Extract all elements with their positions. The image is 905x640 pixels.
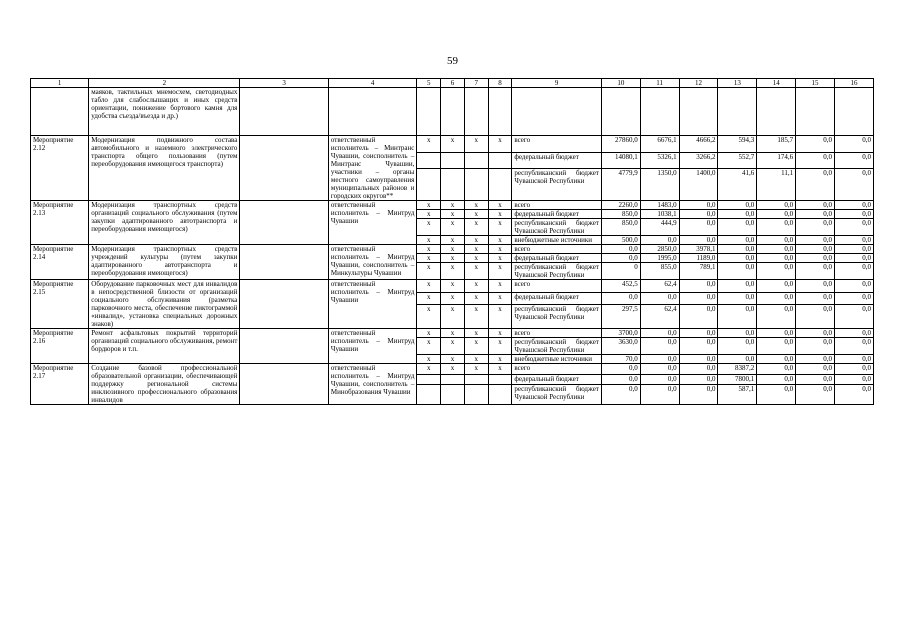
amount-cell: 0,0	[679, 329, 718, 338]
amount-cell: 0,0	[757, 374, 796, 385]
empty-cell	[240, 329, 329, 364]
amount-cell: 0,0	[757, 329, 796, 338]
code-mark: x	[464, 136, 488, 153]
code-mark: x	[417, 305, 441, 329]
amount-cell: 41,6	[718, 169, 757, 201]
amount-cell: 0	[601, 263, 640, 280]
code-mark: x	[441, 329, 465, 338]
amount-cell: 0,0	[834, 374, 873, 385]
amount-cell: 3978,1	[679, 245, 718, 254]
amount-cell: 0,0	[834, 364, 873, 375]
funding-row	[31, 201, 874, 210]
amount-cell: 0,0	[601, 254, 640, 263]
code-mark: x	[488, 364, 512, 375]
code-mark: x	[464, 338, 488, 355]
amount-cell: 0,0	[757, 292, 796, 305]
code-mark	[417, 152, 441, 169]
funding-source: всего	[512, 201, 602, 210]
funding-source: всего	[512, 364, 602, 375]
amount-cell: 27860,0	[601, 136, 640, 153]
code-mark: x	[488, 280, 512, 293]
measure-code: Мероприятие 2.17	[31, 364, 89, 405]
measure-executor: ответственный исполнитель – Минтруд Чувашии, соисполнитель – Минобразования Чувашии	[328, 364, 417, 405]
code-mark: x	[464, 254, 488, 263]
amount-cell: 0,0	[718, 210, 757, 219]
funding-source: федеральный бюджет	[512, 254, 602, 263]
amount-cell: 1350,0	[640, 169, 679, 201]
amount-cell: 62,4	[640, 305, 679, 329]
funding-row	[31, 364, 874, 375]
code-mark: x	[488, 236, 512, 245]
measure-name: Модернизация подвижного состава автомобильного и наземного электрического транспорта общего пользования (путем переоборудования имеющегося транспорта)	[89, 136, 240, 201]
amount-cell: 0,0	[679, 338, 718, 355]
code-mark: x	[441, 136, 465, 153]
code-mark	[417, 385, 441, 405]
amount-cell: 0,0	[834, 136, 873, 153]
amount-cell: 0,0	[640, 374, 679, 385]
empty-cell	[601, 88, 640, 136]
empty-cell	[640, 88, 679, 136]
amount-cell: 0,0	[796, 245, 835, 254]
empty-cell	[488, 88, 512, 136]
amount-cell: 0,0	[718, 245, 757, 254]
amount-cell: 1038,1	[640, 210, 679, 219]
amount-cell: 297,5	[601, 305, 640, 329]
amount-cell: 0,0	[834, 201, 873, 210]
page-number: 59	[447, 55, 458, 67]
empty-cell	[240, 201, 329, 245]
code-mark	[488, 385, 512, 405]
funding-row	[31, 245, 874, 254]
amount-cell: 0,0	[757, 263, 796, 280]
amount-cell: 0,0	[718, 338, 757, 355]
amount-cell: 4779,9	[601, 169, 640, 201]
code-mark: x	[464, 210, 488, 219]
amount-cell: 14080,1	[601, 152, 640, 169]
amount-cell: 0,0	[718, 329, 757, 338]
code-mark: x	[488, 355, 512, 364]
amount-cell: 0,0	[718, 305, 757, 329]
amount-cell: 0,0	[834, 305, 873, 329]
amount-cell: 0,0	[796, 305, 835, 329]
funding-source: федеральный бюджет	[512, 210, 602, 219]
code-mark: x	[488, 201, 512, 210]
amount-cell: 0,0	[834, 280, 873, 293]
code-mark: x	[441, 364, 465, 375]
code-mark: x	[464, 364, 488, 375]
funding-row	[31, 280, 874, 293]
funding-source: всего	[512, 136, 602, 153]
measure-executor: ответственный исполнитель – Минтруд Чувашии, соисполнитель – Минкультуры Чувашии	[328, 245, 417, 280]
code-mark	[441, 169, 465, 201]
code-mark	[417, 169, 441, 201]
amount-cell: 0,0	[640, 338, 679, 355]
amount-cell: 0,0	[757, 385, 796, 405]
code-mark: x	[417, 364, 441, 375]
funding-source: республиканский бюджет Чувашской Республики	[512, 219, 602, 236]
code-mark: x	[417, 280, 441, 293]
empty-cell	[240, 280, 329, 329]
budget-table	[30, 78, 874, 405]
amount-cell: 0,0	[834, 355, 873, 364]
amount-cell: 2260,0	[601, 201, 640, 210]
code-mark: x	[488, 254, 512, 263]
code-mark	[488, 152, 512, 169]
amount-cell: 0,0	[640, 364, 679, 375]
amount-cell: 0,0	[640, 385, 679, 405]
amount-cell: 0,0	[718, 292, 757, 305]
amount-cell: 0,0	[757, 338, 796, 355]
amount-cell: 0,0	[796, 236, 835, 245]
measure-code: Мероприятие 2.14	[31, 245, 89, 280]
amount-cell: 850,0	[601, 210, 640, 219]
code-mark: x	[464, 245, 488, 254]
code-mark: x	[441, 263, 465, 280]
code-mark	[464, 169, 488, 201]
column-number: 5	[417, 79, 441, 88]
column-number-row	[31, 79, 874, 88]
amount-cell: 0,0	[679, 292, 718, 305]
code-mark	[417, 374, 441, 385]
amount-cell: 2850,0	[640, 245, 679, 254]
funding-source: внебюджетные источники	[512, 355, 602, 364]
code-mark: x	[417, 219, 441, 236]
measure-executor: ответственный исполнитель – Минтруд Чувашии	[328, 329, 417, 364]
column-number: 16	[834, 79, 873, 88]
amount-cell: 0,0	[757, 364, 796, 375]
column-number: 13	[718, 79, 757, 88]
measure-executor: ответственный исполнитель – Минтруд Чувашии	[328, 201, 417, 245]
measure-executor: ответственный исполнитель – Минтруд Чувашии	[328, 280, 417, 329]
amount-cell: 0,0	[796, 364, 835, 375]
amount-cell: 0,0	[757, 219, 796, 236]
empty-cell	[328, 88, 417, 136]
measure-name: Модернизация транспортных средств учреждений культуры (путем закупки адаптированного автотранспорта и переоборудования имеющегося)	[89, 245, 240, 280]
code-mark: x	[417, 245, 441, 254]
empty-cell	[240, 364, 329, 405]
amount-cell: 855,0	[640, 263, 679, 280]
code-mark: x	[441, 338, 465, 355]
column-number: 14	[757, 79, 796, 88]
code-mark: x	[464, 355, 488, 364]
code-mark: x	[488, 263, 512, 280]
amount-cell: 0,0	[796, 280, 835, 293]
amount-cell: 174,6	[757, 152, 796, 169]
continuation-text: маяков, тактильных мнемосхем, светодиодных табло для слабослышащих и иных средств ориентации, понижение бортового камня для удобства съезда/въезда и др.)	[89, 88, 240, 136]
amount-cell: 3700,0	[601, 329, 640, 338]
amount-cell: 0,0	[834, 254, 873, 263]
amount-cell: 0,0	[834, 152, 873, 169]
funding-source: всего	[512, 329, 602, 338]
amount-cell: 0,0	[679, 280, 718, 293]
code-mark: x	[464, 305, 488, 329]
code-mark: x	[464, 219, 488, 236]
amount-cell: 7800,1	[718, 374, 757, 385]
amount-cell: 0,0	[679, 305, 718, 329]
amount-cell: 1189,0	[679, 254, 718, 263]
amount-cell: 0,0	[834, 210, 873, 219]
amount-cell: 0,0	[757, 236, 796, 245]
amount-cell: 0,0	[796, 210, 835, 219]
amount-cell: 0,0	[796, 169, 835, 201]
amount-cell: 0,0	[601, 364, 640, 375]
amount-cell: 0,0	[718, 201, 757, 210]
code-mark: x	[441, 236, 465, 245]
code-mark: x	[417, 338, 441, 355]
code-mark	[441, 152, 465, 169]
amount-cell: 0,0	[679, 364, 718, 375]
amount-cell: 4666,2	[679, 136, 718, 153]
amount-cell: 0,0	[834, 245, 873, 254]
code-mark: x	[488, 329, 512, 338]
amount-cell: 1995,0	[640, 254, 679, 263]
code-mark: x	[464, 263, 488, 280]
measure-code: Мероприятие 2.16	[31, 329, 89, 364]
code-mark: x	[488, 219, 512, 236]
amount-cell: 0,0	[640, 236, 679, 245]
code-mark: x	[441, 280, 465, 293]
column-number: 7	[464, 79, 488, 88]
column-number: 10	[601, 79, 640, 88]
code-mark: x	[417, 136, 441, 153]
amount-cell: 0,0	[757, 355, 796, 364]
code-mark: x	[488, 136, 512, 153]
empty-cell	[240, 88, 329, 136]
amount-cell: 0,0	[757, 280, 796, 293]
amount-cell: 0,0	[679, 355, 718, 364]
code-mark	[464, 385, 488, 405]
funding-source: федеральный бюджет	[512, 152, 602, 169]
measure-code: Мероприятие 2.15	[31, 280, 89, 329]
amount-cell: 0,0	[796, 263, 835, 280]
empty-cell	[240, 245, 329, 280]
amount-cell: 1400,0	[679, 169, 718, 201]
code-mark: x	[441, 305, 465, 329]
amount-cell: 0,0	[718, 263, 757, 280]
funding-source: республиканский бюджет Чувашской Республики	[512, 338, 602, 355]
amount-cell: 0,0	[834, 385, 873, 405]
funding-source: федеральный бюджет	[512, 374, 602, 385]
empty-cell	[464, 88, 488, 136]
amount-cell: 0,0	[757, 254, 796, 263]
amount-cell: 1483,0	[640, 201, 679, 210]
amount-cell: 0,0	[640, 292, 679, 305]
amount-cell: 0,0	[834, 236, 873, 245]
amount-cell: 0,0	[679, 236, 718, 245]
code-mark: x	[417, 292, 441, 305]
code-mark: x	[441, 219, 465, 236]
column-number: 12	[679, 79, 718, 88]
amount-cell: 0,0	[796, 219, 835, 236]
code-mark: x	[417, 254, 441, 263]
amount-cell: 850,0	[601, 219, 640, 236]
code-mark: x	[464, 280, 488, 293]
funding-row	[31, 136, 874, 153]
continuation-row	[31, 88, 874, 136]
measure-name: Модернизация транспортных средств организаций социального обслуживания (путем закупки адаптированного автотранспорта и переоборудования имеющегося)	[89, 201, 240, 245]
amount-cell: 0,0	[601, 245, 640, 254]
amount-cell: 0,0	[796, 136, 835, 153]
code-mark: x	[488, 305, 512, 329]
funding-source: республиканский бюджет Чувашской Республики	[512, 169, 602, 201]
amount-cell: 0,0	[834, 219, 873, 236]
code-mark: x	[464, 201, 488, 210]
funding-source: федеральный бюджет	[512, 292, 602, 305]
code-mark: x	[488, 292, 512, 305]
amount-cell: 185,7	[757, 136, 796, 153]
column-number: 11	[640, 79, 679, 88]
amount-cell: 0,0	[757, 201, 796, 210]
amount-cell: 0,0	[679, 210, 718, 219]
empty-cell	[796, 88, 835, 136]
amount-cell: 0,0	[718, 355, 757, 364]
code-mark: x	[464, 236, 488, 245]
measure-code: Мероприятие 2.13	[31, 201, 89, 245]
amount-cell: 3630,0	[601, 338, 640, 355]
amount-cell: 3266,2	[679, 152, 718, 169]
amount-cell: 0,0	[796, 338, 835, 355]
amount-cell: 70,0	[601, 355, 640, 364]
amount-cell: 0,0	[679, 219, 718, 236]
amount-cell: 0,0	[718, 280, 757, 293]
code-mark	[488, 169, 512, 201]
code-mark: x	[488, 245, 512, 254]
funding-source: республиканский бюджет Чувашской Республики	[512, 305, 602, 329]
empty-cell	[417, 88, 441, 136]
column-number: 1	[31, 79, 89, 88]
code-mark	[441, 374, 465, 385]
amount-cell: 789,1	[679, 263, 718, 280]
amount-cell: 0,0	[796, 329, 835, 338]
amount-cell: 0,0	[757, 305, 796, 329]
empty-cell	[240, 136, 329, 201]
amount-cell: 0,0	[679, 201, 718, 210]
amount-cell: 0,0	[679, 374, 718, 385]
amount-cell: 0,0	[640, 329, 679, 338]
amount-cell: 587,1	[718, 385, 757, 405]
amount-cell: 0,0	[834, 292, 873, 305]
funding-source: всего	[512, 245, 602, 254]
funding-source: внебюджетные источники	[512, 236, 602, 245]
amount-cell: 0,0	[834, 338, 873, 355]
code-mark: x	[417, 201, 441, 210]
amount-cell: 0,0	[796, 355, 835, 364]
funding-source: республиканский бюджет Чувашской Республики	[512, 385, 602, 405]
amount-cell: 5326,1	[640, 152, 679, 169]
amount-cell: 11,1	[757, 169, 796, 201]
code-mark	[441, 385, 465, 405]
code-mark: x	[441, 355, 465, 364]
code-mark: x	[417, 263, 441, 280]
amount-cell: 0,0	[796, 152, 835, 169]
amount-cell: 0,0	[796, 254, 835, 263]
amount-cell: 0,0	[834, 169, 873, 201]
amount-cell: 0,0	[718, 254, 757, 263]
amount-cell: 0,0	[757, 210, 796, 219]
amount-cell: 0,0	[718, 236, 757, 245]
column-number: 2	[89, 79, 240, 88]
amount-cell: 444,9	[640, 219, 679, 236]
empty-cell	[757, 88, 796, 136]
amount-cell: 0,0	[757, 245, 796, 254]
column-number: 8	[488, 79, 512, 88]
code-mark: x	[441, 210, 465, 219]
column-number: 6	[441, 79, 465, 88]
amount-cell: 0,0	[601, 292, 640, 305]
code-mark	[488, 374, 512, 385]
empty-cell	[441, 88, 465, 136]
code-mark: x	[464, 292, 488, 305]
measure-code: Мероприятие 2.12	[31, 136, 89, 201]
measure-name: Ремонт асфальтовых покрытий территорий организаций социального обслуживания, ремонт бордюров и т.п.	[89, 329, 240, 364]
amount-cell: 6676,1	[640, 136, 679, 153]
empty-cell	[679, 88, 718, 136]
code-mark: x	[441, 254, 465, 263]
code-mark: x	[417, 210, 441, 219]
code-mark: x	[488, 210, 512, 219]
measure-name: Оборудование парковочных мест для инвалидов в непосредственной близости от организаций социального обслуживания (разметка парковочного места, обеспечение пиктограммой «инвалид», установка специальных дорожных знаков)	[89, 280, 240, 329]
column-number: 15	[796, 79, 835, 88]
code-mark: x	[441, 292, 465, 305]
amount-cell: 0,0	[796, 374, 835, 385]
code-mark: x	[441, 245, 465, 254]
column-number: 3	[240, 79, 329, 88]
empty-cell	[834, 88, 873, 136]
code-mark: x	[441, 201, 465, 210]
amount-cell: 0,0	[834, 263, 873, 280]
funding-source: всего	[512, 280, 602, 293]
code-mark: x	[488, 338, 512, 355]
measure-executor: ответственный исполнитель – Минтранс Чувашии, соисполнитель – Минтранс Чувашии, участники – органы местного самоуправления муниципальных районов и городских округов**	[328, 136, 417, 201]
funding-row	[31, 329, 874, 338]
amount-cell: 0,0	[718, 219, 757, 236]
column-number: 4	[328, 79, 417, 88]
amount-cell: 0,0	[601, 374, 640, 385]
amount-cell: 0,0	[796, 385, 835, 405]
empty-cell	[31, 88, 89, 136]
amount-cell: 8387,2	[718, 364, 757, 375]
empty-cell	[512, 88, 602, 136]
amount-cell: 0,0	[834, 329, 873, 338]
empty-cell	[718, 88, 757, 136]
code-mark	[464, 374, 488, 385]
amount-cell: 0,0	[796, 292, 835, 305]
amount-cell: 500,0	[601, 236, 640, 245]
amount-cell: 62,4	[640, 280, 679, 293]
amount-cell: 552,7	[718, 152, 757, 169]
measure-name: Создание базовой профессиональной образовательной организации, обеспечивающей поддержку региональной системы инклюзивного профессионального образования инвалидов	[89, 364, 240, 405]
amount-cell: 0,0	[679, 385, 718, 405]
code-mark	[464, 152, 488, 169]
amount-cell: 0,0	[640, 355, 679, 364]
amount-cell: 594,3	[718, 136, 757, 153]
column-number: 9	[512, 79, 602, 88]
amount-cell: 0,0	[796, 201, 835, 210]
code-mark: x	[417, 355, 441, 364]
code-mark: x	[464, 329, 488, 338]
amount-cell: 452,5	[601, 280, 640, 293]
code-mark: x	[417, 329, 441, 338]
code-mark: x	[417, 236, 441, 245]
funding-source: республиканский бюджет Чувашской Республики	[512, 263, 602, 280]
amount-cell: 0,0	[601, 385, 640, 405]
